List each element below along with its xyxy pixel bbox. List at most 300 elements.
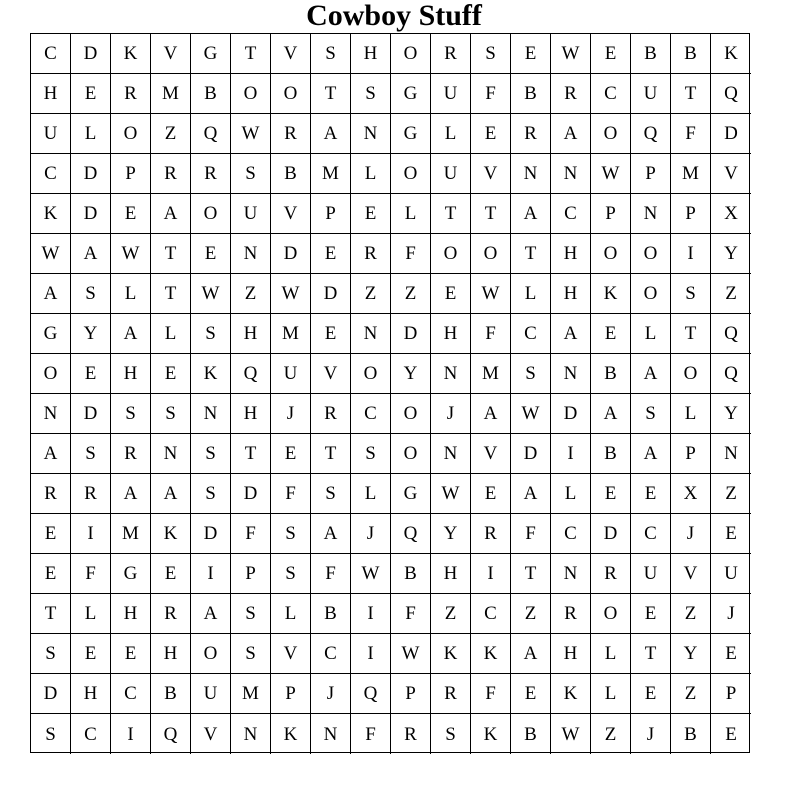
grid-cell[interactable]: E — [71, 354, 111, 394]
grid-cell[interactable]: E — [191, 234, 231, 274]
grid-cell[interactable]: D — [31, 674, 71, 714]
grid-cell[interactable]: F — [391, 594, 431, 634]
grid-cell[interactable]: S — [111, 394, 151, 434]
grid-cell[interactable]: O — [631, 274, 671, 314]
grid-cell[interactable]: A — [71, 234, 111, 274]
grid-cell[interactable]: J — [631, 714, 671, 754]
grid-cell[interactable]: L — [671, 394, 711, 434]
grid-cell[interactable]: T — [671, 314, 711, 354]
grid-cell[interactable]: N — [231, 714, 271, 754]
grid-cell[interactable]: E — [511, 674, 551, 714]
grid-cell[interactable]: N — [231, 234, 271, 274]
grid-cell[interactable]: E — [725, 723, 737, 745]
grid-cell[interactable]: K — [151, 514, 191, 554]
grid-cell[interactable]: N — [551, 354, 591, 394]
grid-cell[interactable]: B — [631, 34, 671, 74]
grid-cell[interactable]: F — [471, 314, 511, 354]
grid-cell[interactable]: D — [551, 394, 591, 434]
grid-cell[interactable]: U — [191, 674, 231, 714]
grid-cell[interactable]: D — [271, 234, 311, 274]
grid-cell[interactable]: J — [431, 394, 471, 434]
grid-cell[interactable]: E — [71, 634, 111, 674]
grid-cell[interactable]: Z — [151, 114, 191, 154]
grid-cell[interactable]: L — [551, 474, 591, 514]
grid-cell[interactable]: W — [431, 474, 471, 514]
grid-cell[interactable]: A — [551, 314, 591, 354]
grid-cell[interactable]: N — [351, 314, 391, 354]
grid-cell[interactable]: F — [271, 474, 311, 514]
grid-cell[interactable]: S — [31, 714, 71, 754]
grid-cell[interactable]: E — [631, 594, 671, 634]
grid-cell[interactable]: B — [191, 74, 231, 114]
grid-cell[interactable]: J — [671, 514, 711, 554]
grid-cell[interactable]: S — [191, 314, 231, 354]
grid-cell[interactable]: Y — [671, 634, 711, 674]
grid-cell[interactable]: A — [551, 114, 591, 154]
grid-cell[interactable]: G — [111, 554, 151, 594]
grid-cell[interactable]: E — [471, 474, 511, 514]
grid-cell[interactable]: E — [151, 554, 191, 594]
grid-cell[interactable]: Q — [351, 674, 391, 714]
grid-cell[interactable]: W — [551, 34, 591, 74]
grid-cell[interactable]: P — [391, 674, 431, 714]
grid-cell[interactable]: H — [231, 394, 271, 434]
grid-cell[interactable]: R — [591, 554, 631, 594]
grid-cell[interactable]: L — [511, 274, 551, 314]
grid-cell[interactable]: F — [351, 714, 391, 754]
grid-cell[interactable]: H — [71, 674, 111, 714]
grid-cell[interactable]: K — [591, 274, 631, 314]
grid-cell[interactable]: B — [511, 74, 551, 114]
grid-cell[interactable]: D — [71, 394, 111, 434]
grid-cell[interactable]: D — [71, 154, 111, 194]
grid-cell[interactable]: R — [151, 154, 191, 194]
grid-cell[interactable]: E — [591, 314, 631, 354]
grid-cell[interactable]: N — [711, 434, 751, 474]
grid-cell[interactable]: E — [111, 634, 151, 674]
grid-cell[interactable]: V — [151, 34, 191, 74]
grid-cell[interactable]: P — [711, 674, 751, 714]
grid-cell[interactable]: T — [311, 74, 351, 114]
grid-cell[interactable]: R — [111, 74, 151, 114]
grid-cell[interactable]: D — [391, 314, 431, 354]
grid-cell[interactable]: S — [231, 594, 271, 634]
grid-cell[interactable]: S — [351, 434, 391, 474]
grid-cell[interactable]: M — [231, 674, 271, 714]
grid-cell[interactable]: P — [671, 194, 711, 234]
grid-cell[interactable]: C — [351, 394, 391, 434]
grid-cell[interactable]: H — [431, 314, 471, 354]
grid-cell[interactable]: B — [671, 714, 711, 754]
grid-cell[interactable]: V — [471, 154, 511, 194]
grid-cell[interactable]: A — [151, 474, 191, 514]
grid-cell[interactable]: M — [471, 354, 511, 394]
grid-cell[interactable]: S — [431, 714, 471, 754]
grid-cell[interactable]: T — [151, 274, 191, 314]
grid-cell[interactable]: S — [191, 434, 231, 474]
grid-cell[interactable]: U — [271, 354, 311, 394]
grid-cell[interactable]: C — [551, 194, 591, 234]
grid-cell[interactable]: A — [511, 474, 551, 514]
grid-cell[interactable]: S — [231, 634, 271, 674]
grid-cell[interactable]: A — [191, 594, 231, 634]
grid-cell[interactable]: O — [671, 354, 711, 394]
grid-cell[interactable]: A — [471, 394, 511, 434]
grid-cell[interactable]: T — [31, 594, 71, 634]
grid-cell[interactable]: W — [551, 714, 591, 754]
grid-cell[interactable]: R — [191, 154, 231, 194]
grid-cell[interactable]: Q — [151, 714, 191, 754]
grid-cell[interactable]: S — [271, 514, 311, 554]
grid-cell[interactable]: R — [151, 594, 191, 634]
grid-cell[interactable]: L — [391, 194, 431, 234]
grid-cell[interactable]: V — [471, 434, 511, 474]
grid-cell[interactable]: S — [71, 434, 111, 474]
grid-cell[interactable]: P — [591, 194, 631, 234]
grid-cell[interactable]: T — [671, 74, 711, 114]
grid-cell[interactable]: I — [191, 554, 231, 594]
grid-cell[interactable]: B — [591, 354, 631, 394]
grid-cell[interactable]: O — [591, 234, 631, 274]
grid-cell[interactable]: Z — [391, 274, 431, 314]
grid-cell[interactable]: S — [271, 554, 311, 594]
grid-cell[interactable]: S — [631, 394, 671, 434]
grid-cell[interactable]: I — [71, 514, 111, 554]
grid-cell[interactable]: E — [311, 314, 351, 354]
grid-cell[interactable]: L — [351, 154, 391, 194]
grid-cell[interactable]: L — [151, 314, 191, 354]
grid-cell[interactable]: W — [511, 394, 551, 434]
grid-cell[interactable]: A — [631, 434, 671, 474]
grid-cell[interactable]: V — [191, 714, 231, 754]
grid-cell[interactable]: D — [231, 474, 271, 514]
grid-cell[interactable]: F — [71, 554, 111, 594]
grid-cell[interactable]: Y — [711, 234, 751, 274]
grid-cell[interactable]: Z — [711, 474, 751, 514]
grid-cell[interactable]: O — [591, 594, 631, 634]
grid-cell[interactable]: K — [271, 714, 311, 754]
grid-cell[interactable]: E — [111, 194, 151, 234]
grid-cell[interactable]: O — [351, 354, 391, 394]
grid-cell[interactable]: S — [471, 34, 511, 74]
grid-cell[interactable]: Q — [711, 314, 751, 354]
grid-cell[interactable]: N — [191, 394, 231, 434]
grid-cell[interactable]: K — [711, 34, 751, 74]
grid-cell[interactable]: M — [111, 514, 151, 554]
grid-cell[interactable]: T — [231, 434, 271, 474]
grid-cell[interactable]: P — [311, 194, 351, 234]
grid-cell[interactable]: A — [311, 514, 351, 554]
grid-cell[interactable]: O — [391, 434, 431, 474]
grid-cell[interactable]: E — [631, 474, 671, 514]
grid-cell[interactable]: W — [391, 634, 431, 674]
grid-cell[interactable]: G — [191, 34, 231, 74]
grid-cell[interactable]: E — [631, 674, 671, 714]
grid-cell[interactable]: N — [431, 434, 471, 474]
grid-cell[interactable]: S — [231, 154, 271, 194]
grid-cell[interactable]: T — [151, 234, 191, 274]
grid-cell[interactable]: E — [311, 234, 351, 274]
grid-cell[interactable]: Y — [71, 314, 111, 354]
grid-cell[interactable]: H — [151, 634, 191, 674]
grid-cell[interactable]: C — [31, 154, 71, 194]
grid-cell[interactable]: U — [231, 194, 271, 234]
grid-cell[interactable]: I — [551, 434, 591, 474]
grid-cell[interactable]: R — [551, 594, 591, 634]
grid-cell[interactable]: S — [351, 74, 391, 114]
grid-cell[interactable]: C — [31, 34, 71, 74]
grid-cell[interactable]: M — [151, 74, 191, 114]
grid-cell[interactable]: V — [271, 634, 311, 674]
grid-cell[interactable]: P — [231, 554, 271, 594]
grid-cell[interactable]: A — [511, 634, 551, 674]
grid-cell[interactable]: L — [271, 594, 311, 634]
grid-cell[interactable]: I — [111, 714, 151, 754]
grid-cell[interactable]: G — [31, 314, 71, 354]
grid-cell[interactable]: Z — [671, 674, 711, 714]
grid-cell[interactable]: A — [631, 354, 671, 394]
grid-cell[interactable]: F — [671, 114, 711, 154]
grid-cell[interactable]: Z — [671, 594, 711, 634]
grid-cell[interactable]: H — [111, 594, 151, 634]
grid-cell[interactable]: R — [351, 234, 391, 274]
grid-cell[interactable]: Q — [231, 354, 271, 394]
grid-cell[interactable]: F — [471, 674, 511, 714]
grid-cell[interactable]: C — [591, 74, 631, 114]
grid-cell[interactable]: B — [591, 434, 631, 474]
grid-cell[interactable]: A — [511, 194, 551, 234]
grid-cell[interactable]: R — [391, 714, 431, 754]
grid-cell[interactable]: V — [711, 154, 751, 194]
grid-cell[interactable]: O — [31, 354, 71, 394]
grid-cell[interactable]: E — [591, 474, 631, 514]
grid-cell[interactable]: K — [551, 674, 591, 714]
grid-cell[interactable]: L — [591, 674, 631, 714]
grid-cell[interactable]: C — [471, 594, 511, 634]
grid-cell[interactable]: P — [671, 434, 711, 474]
grid-cell[interactable]: D — [191, 514, 231, 554]
grid-cell[interactable]: F — [231, 514, 271, 554]
grid-cell[interactable]: E — [151, 354, 191, 394]
grid-cell[interactable]: E — [511, 34, 551, 74]
grid-cell[interactable]: N — [31, 394, 71, 434]
grid-cell[interactable]: G — [391, 74, 431, 114]
grid-cell[interactable]: D — [591, 514, 631, 554]
grid-cell[interactable]: O — [631, 234, 671, 274]
grid-cell[interactable]: N — [551, 554, 591, 594]
grid-cell[interactable]: P — [271, 674, 311, 714]
grid-cell[interactable]: Q — [711, 74, 751, 114]
grid-cell[interactable]: H — [31, 74, 71, 114]
grid-cell[interactable]: W — [351, 554, 391, 594]
grid-cell[interactable]: A — [111, 474, 151, 514]
grid-cell[interactable]: O — [111, 114, 151, 154]
grid-cell[interactable]: W — [231, 114, 271, 154]
grid-cell[interactable]: V — [671, 554, 711, 594]
grid-cell[interactable]: D — [311, 274, 351, 314]
grid-cell[interactable]: B — [671, 34, 711, 74]
grid-cell[interactable]: N — [311, 714, 351, 754]
grid-cell[interactable]: E — [351, 194, 391, 234]
grid-cell[interactable]: O — [431, 234, 471, 274]
grid-cell[interactable]: N — [151, 434, 191, 474]
grid-cell[interactable]: T — [231, 34, 271, 74]
grid-cell[interactable]: W — [471, 274, 511, 314]
grid-cell[interactable]: R — [471, 514, 511, 554]
grid-cell[interactable]: H — [551, 274, 591, 314]
grid-cell[interactable]: T — [431, 194, 471, 234]
grid-cell[interactable]: B — [391, 554, 431, 594]
grid-cell[interactable]: N — [351, 114, 391, 154]
grid-cell[interactable]: K — [471, 634, 511, 674]
grid-cell[interactable]: E — [431, 274, 471, 314]
grid-cell[interactable]: W — [591, 154, 631, 194]
grid-cell[interactable]: L — [631, 314, 671, 354]
grid-cell[interactable]: C — [311, 634, 351, 674]
grid-cell[interactable]: T — [311, 434, 351, 474]
grid-cell[interactable]: T — [631, 634, 671, 674]
grid-cell[interactable]: O — [391, 34, 431, 74]
grid-cell[interactable]: E — [591, 34, 631, 74]
grid-cell[interactable]: V — [271, 194, 311, 234]
grid-cell[interactable]: U — [431, 74, 471, 114]
grid-cell[interactable]: K — [471, 714, 511, 754]
grid-cell[interactable]: C — [111, 674, 151, 714]
grid-cell[interactable]: L — [71, 594, 111, 634]
grid-cell[interactable]: L — [351, 474, 391, 514]
grid-cell[interactable]: E — [271, 434, 311, 474]
grid-cell[interactable]: B — [271, 154, 311, 194]
grid-cell[interactable]: G — [391, 474, 431, 514]
grid-cell[interactable]: S — [511, 354, 551, 394]
grid-cell[interactable]: U — [631, 74, 671, 114]
grid-cell[interactable]: M — [271, 314, 311, 354]
grid-cell[interactable]: S — [191, 474, 231, 514]
grid-cell[interactable]: W — [191, 274, 231, 314]
grid-cell[interactable]: U — [431, 154, 471, 194]
grid-cell[interactable]: F — [391, 234, 431, 274]
grid-cell[interactable]: L — [591, 634, 631, 674]
grid-cell[interactable]: L — [431, 114, 471, 154]
grid-cell[interactable]: R — [271, 114, 311, 154]
grid-cell[interactable]: K — [31, 194, 71, 234]
grid-cell[interactable]: K — [111, 34, 151, 74]
grid-cell[interactable]: H — [111, 354, 151, 394]
grid-cell[interactable]: Q — [391, 514, 431, 554]
grid-cell[interactable]: I — [351, 634, 391, 674]
grid-cell[interactable]: O — [271, 74, 311, 114]
grid-cell[interactable]: Z — [431, 594, 471, 634]
grid-cell[interactable]: A — [31, 274, 71, 314]
grid-cell[interactable]: Q — [711, 354, 751, 394]
grid-cell[interactable]: Y — [431, 514, 471, 554]
grid-cell[interactable]: B — [511, 714, 551, 754]
grid-cell[interactable]: F — [511, 514, 551, 554]
grid-cell[interactable]: B — [151, 674, 191, 714]
grid-cell[interactable]: L — [111, 274, 151, 314]
grid-cell[interactable]: I — [671, 234, 711, 274]
grid-cell[interactable]: Y — [391, 354, 431, 394]
grid-cell[interactable]: Y — [711, 394, 751, 434]
grid-cell[interactable]: O — [471, 234, 511, 274]
grid-cell[interactable]: E — [711, 514, 751, 554]
grid-cell[interactable]: V — [311, 354, 351, 394]
grid-cell[interactable]: S — [31, 634, 71, 674]
grid-cell[interactable]: N — [631, 194, 671, 234]
grid-cell[interactable]: C — [71, 714, 111, 754]
grid-cell[interactable]: A — [31, 434, 71, 474]
grid-cell[interactable]: U — [631, 554, 671, 594]
grid-cell[interactable]: M — [671, 154, 711, 194]
grid-cell[interactable]: A — [151, 194, 191, 234]
grid-cell[interactable]: L — [71, 114, 111, 154]
grid-cell[interactable]: C — [551, 514, 591, 554]
grid-cell[interactable]: P — [111, 154, 151, 194]
grid-cell[interactable]: K — [431, 634, 471, 674]
grid-cell[interactable]: K — [191, 354, 231, 394]
grid-cell[interactable]: J — [351, 514, 391, 554]
grid-cell[interactable]: R — [31, 474, 71, 514]
grid-cell[interactable]: C — [511, 314, 551, 354]
grid-cell[interactable]: N — [551, 154, 591, 194]
grid-cell[interactable]: Z — [231, 274, 271, 314]
grid-cell[interactable]: D — [71, 34, 111, 74]
grid-cell[interactable]: N — [511, 154, 551, 194]
grid-cell[interactable]: E — [71, 74, 111, 114]
grid-cell[interactable]: H — [351, 34, 391, 74]
grid-cell[interactable]: R — [311, 394, 351, 434]
grid-cell[interactable]: J — [271, 394, 311, 434]
grid-cell[interactable]: Z — [351, 274, 391, 314]
grid-cell[interactable]: F — [311, 554, 351, 594]
grid-cell[interactable]: G — [391, 114, 431, 154]
grid-cell[interactable]: S — [311, 34, 351, 74]
grid-cell[interactable]: X — [711, 194, 751, 234]
grid-cell[interactable]: I — [351, 594, 391, 634]
grid-cell[interactable]: O — [591, 114, 631, 154]
grid-cell[interactable]: T — [511, 554, 551, 594]
grid-cell[interactable]: R — [431, 34, 471, 74]
grid-cell[interactable]: S — [671, 274, 711, 314]
grid-cell[interactable]: Q — [191, 114, 231, 154]
grid-cell[interactable]: U — [31, 114, 71, 154]
grid-cell[interactable]: T — [471, 194, 511, 234]
grid-cell[interactable]: D — [511, 434, 551, 474]
grid-cell[interactable]: A — [111, 314, 151, 354]
grid-cell[interactable]: R — [111, 434, 151, 474]
grid-cell[interactable]: E — [471, 114, 511, 154]
grid-cell[interactable]: C — [631, 514, 671, 554]
grid-cell[interactable]: S — [311, 474, 351, 514]
grid-cell[interactable]: Z — [591, 714, 631, 754]
grid-cell[interactable]: W — [31, 234, 71, 274]
grid-cell[interactable]: R — [71, 474, 111, 514]
grid-cell[interactable]: R — [511, 114, 551, 154]
grid-cell[interactable]: A — [591, 394, 631, 434]
grid-cell[interactable]: O — [191, 634, 231, 674]
grid-cell[interactable]: M — [311, 154, 351, 194]
grid-cell[interactable]: W — [111, 234, 151, 274]
grid-cell[interactable]: H — [551, 634, 591, 674]
grid-cell[interactable]: H — [551, 234, 591, 274]
grid-cell[interactable]: V — [271, 34, 311, 74]
grid-cell[interactable]: O — [191, 194, 231, 234]
grid-cell[interactable]: P — [631, 154, 671, 194]
grid-cell[interactable]: N — [431, 354, 471, 394]
grid-cell[interactable]: H — [431, 554, 471, 594]
grid-cell[interactable]: I — [471, 554, 511, 594]
grid-cell[interactable]: T — [511, 234, 551, 274]
